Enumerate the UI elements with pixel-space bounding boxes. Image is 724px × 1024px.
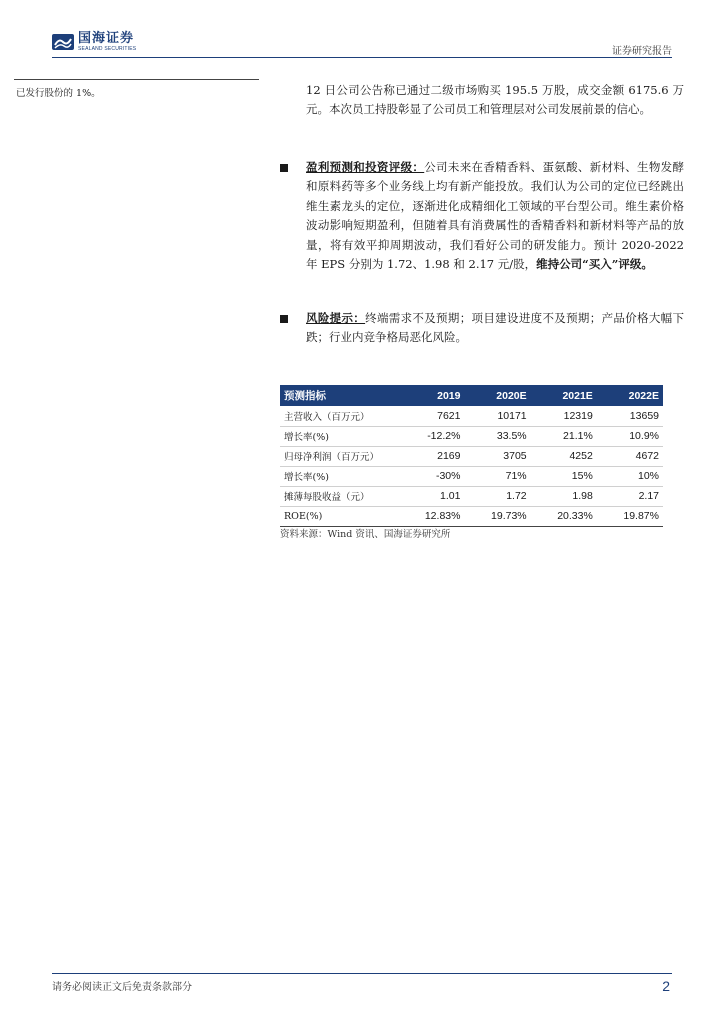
side-note: 已发行股份的 1%。 <box>16 88 101 99</box>
table-cell: 71% <box>464 466 530 486</box>
table-header-cell: 2021E <box>531 385 597 406</box>
bullet-text: 公司未来在香精香料、蛋氨酸、新材料、生物发酵和原料药等多个业务线上均有新产能投放。我们认为公司的定位已经跳出维生素龙头的定位，逐渐进化成精细化工领域的平台型公司。维生素价格波动影响短期盈利，但随着具有消费属性的香精香料和新材料等产品的放量，将有效平抑周期波动，我们看好公司的研发能力。预计 2020-2022 年 EPS 分别为 1.72、1.98 和 2.17 元/股， <box>306 160 685 272</box>
table-cell: 4672 <box>597 446 663 466</box>
paragraph-employee-stock: 12 日公司公告称已通过二级市场购买 195.5 万股，成交金额 6175.6 万元。本次员工持股彰显了公司员工和管理层对公司发展前景的信心。 <box>306 83 684 117</box>
side-divider <box>14 79 259 80</box>
table-cell: 2.17 <box>597 486 663 506</box>
table-cell: 10.9% <box>597 426 663 446</box>
table-cell: 19.87% <box>597 506 663 526</box>
table-cell: ROE(%) <box>280 506 398 526</box>
table-source-note: 资料来源：Wind 资讯、国海证券研究所 <box>280 529 451 540</box>
forecast-table <box>280 385 663 527</box>
table-cell: 1.98 <box>531 486 597 506</box>
table-cell: 归母净利润（百万元） <box>280 446 398 466</box>
table-cell: 3705 <box>464 446 530 466</box>
bullet-earnings-forecast <box>306 158 684 274</box>
table-cell: 10% <box>597 466 663 486</box>
table-cell: 7621 <box>398 406 464 426</box>
footer-divider <box>52 973 672 974</box>
table-cell: 13659 <box>597 406 663 426</box>
table-row <box>280 426 663 446</box>
rating-emphasis: 维持公司“买入”评级。 <box>536 257 653 272</box>
page-header <box>0 0 724 62</box>
bullet-label: 风险提示： <box>306 311 366 325</box>
sealand-logo-icon <box>52 32 74 52</box>
table-cell: 12.83% <box>398 506 464 526</box>
table-header-cell: 2020E <box>464 385 530 406</box>
table-row <box>280 466 663 486</box>
table-header-row <box>280 385 663 406</box>
logo-chinese-name: 国海证券 <box>78 31 135 46</box>
table-row <box>280 406 663 426</box>
table-cell: -12.2% <box>398 426 464 446</box>
table-header-cell: 预测指标 <box>280 385 398 406</box>
table-cell: -30% <box>398 466 464 486</box>
bullet-text: 终端需求不及预期；项目建设进度不及预期；产品价格大幅下跌；行业内竞争格局恶化风险。 <box>306 311 685 345</box>
bullet-square-icon <box>280 164 288 172</box>
table-row <box>280 486 663 506</box>
report-type-label: 证券研究报告 <box>612 46 672 57</box>
table-header-cell: 2019 <box>398 385 464 406</box>
table-cell: 1.01 <box>398 486 464 506</box>
table-cell: 增长率(%) <box>280 466 398 486</box>
table-cell: 摊薄每股收益（元） <box>280 486 398 506</box>
table-header-cell: 2022E <box>597 385 663 406</box>
bullet-square-icon <box>280 315 288 323</box>
table-cell: 12319 <box>531 406 597 426</box>
logo-english-name: SEALAND SECURITIES <box>78 46 137 52</box>
table-cell: 19.73% <box>464 506 530 526</box>
company-logo <box>52 32 136 52</box>
table-cell: 1.72 <box>464 486 530 506</box>
page-number: 2 <box>662 978 670 994</box>
table-row <box>280 506 663 526</box>
bullet-risk-warning <box>306 309 684 348</box>
table-cell: 主营收入（百万元） <box>280 406 398 426</box>
table-cell: 15% <box>531 466 597 486</box>
table-cell: 增长率(%) <box>280 426 398 446</box>
footer-disclaimer: 请务必阅读正文后免责条款部分 <box>52 982 192 993</box>
table-cell: 10171 <box>464 406 530 426</box>
table-cell: 20.33% <box>531 506 597 526</box>
table-row <box>280 446 663 466</box>
bullet-label: 盈利预测和投资评级： <box>306 160 425 174</box>
table-cell: 33.5% <box>464 426 530 446</box>
table-cell: 21.1% <box>531 426 597 446</box>
table-cell: 4252 <box>531 446 597 466</box>
header-divider <box>52 57 672 58</box>
table-cell: 2169 <box>398 446 464 466</box>
